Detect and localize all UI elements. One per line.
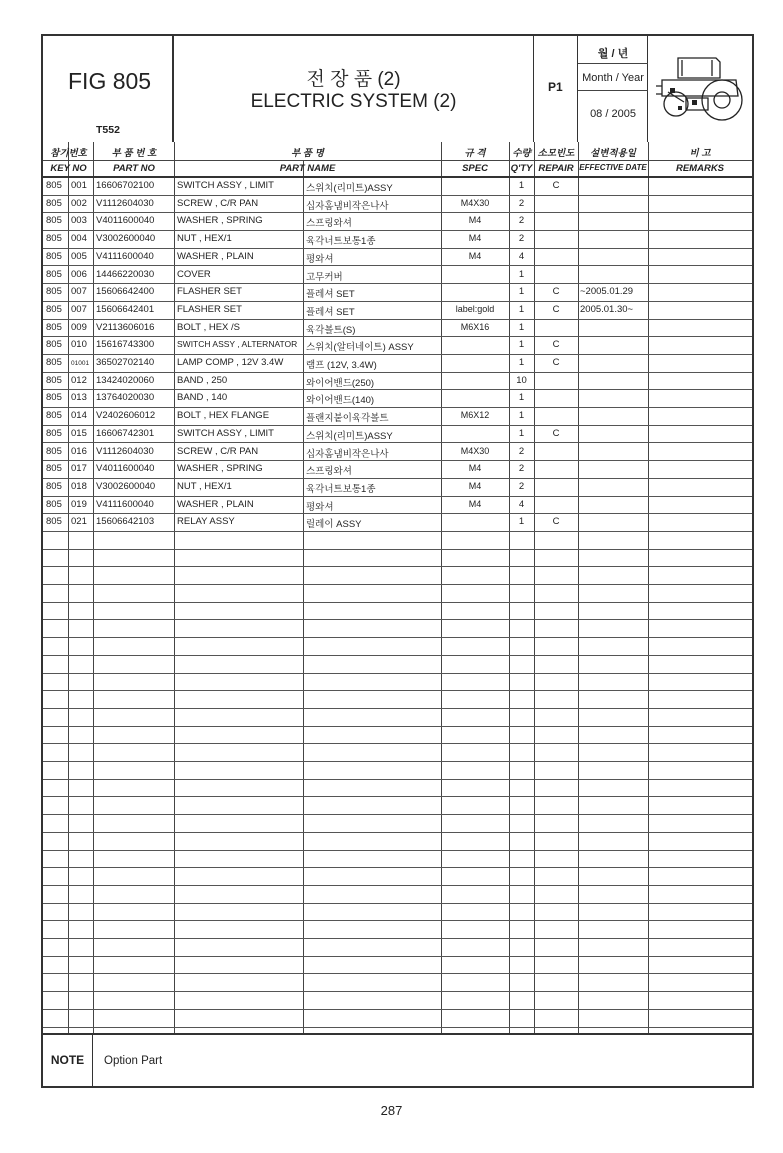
blank-row bbox=[43, 815, 752, 833]
title-english: ELECTRIC SYSTEM (2) bbox=[250, 91, 457, 112]
cell-key: 003 bbox=[71, 215, 87, 227]
table-row bbox=[43, 355, 752, 373]
table-row bbox=[43, 302, 752, 320]
cell-fig: 805 bbox=[46, 392, 62, 404]
table-row bbox=[43, 213, 752, 231]
cell-qty: 1 bbox=[518, 268, 525, 280]
table-row bbox=[43, 178, 752, 196]
cell-part: 13764020030 bbox=[96, 392, 155, 404]
model-code: T552 bbox=[96, 124, 120, 136]
cell-name-en: BOLT , HEX /S bbox=[177, 321, 241, 333]
cell-name-en: LAMP COMP , 12V 3.4W bbox=[177, 357, 284, 368]
blank-row bbox=[43, 992, 752, 1010]
cell-qty: 1 bbox=[518, 427, 525, 439]
cell-name-kr: 릴레이 ASSY bbox=[306, 519, 362, 531]
cell-name-en: NUT , HEX/1 bbox=[177, 233, 232, 245]
table-row bbox=[43, 284, 752, 302]
cell-name-kr: 플레셔 SET bbox=[306, 306, 355, 318]
cell-spec: M4 bbox=[468, 498, 482, 509]
date-value: 08 / 2005 bbox=[590, 108, 636, 120]
figure-code-box bbox=[43, 36, 174, 142]
blank-row bbox=[43, 727, 752, 745]
cell-name-en: SCREW , C/R PAN bbox=[177, 445, 259, 457]
cell-fig: 805 bbox=[46, 180, 62, 191]
cell-name-en: FLASHER SET bbox=[177, 303, 242, 315]
cell-fig: 805 bbox=[46, 303, 62, 315]
cell-part: V2402606012 bbox=[96, 410, 156, 422]
table-row bbox=[43, 231, 752, 249]
cell-part: 15616743300 bbox=[96, 339, 155, 351]
cell-name-kr: 스위치(리미트)ASSY bbox=[306, 430, 393, 442]
cell-spec: M6X16 bbox=[460, 321, 490, 332]
header-name-en: PART NAME bbox=[279, 163, 336, 174]
blank-row bbox=[43, 691, 752, 709]
cell-qty: 1 bbox=[518, 410, 525, 422]
cell-fig: 805 bbox=[46, 339, 62, 351]
blank-row bbox=[43, 638, 752, 656]
cell-qty: 2 bbox=[518, 445, 525, 457]
cell-qty: 1 bbox=[518, 286, 525, 298]
cell-name-kr: 평와셔 bbox=[306, 501, 334, 513]
note-box bbox=[43, 1033, 752, 1086]
cell-fig: 805 bbox=[46, 321, 62, 333]
table-row bbox=[43, 196, 752, 214]
cell-qty: 2 bbox=[518, 215, 525, 227]
cell-spec: M4 bbox=[468, 480, 482, 491]
header-eff-en: EFFECTIVE DATE bbox=[579, 163, 647, 172]
table-row bbox=[43, 408, 752, 426]
date-label-english: Month / Year bbox=[582, 72, 644, 84]
blank-row bbox=[43, 762, 752, 780]
divider bbox=[578, 90, 648, 91]
table-row bbox=[43, 514, 752, 532]
cell-qty: 10 bbox=[516, 374, 527, 386]
cell-name-kr: 스프링와셔 bbox=[306, 466, 352, 478]
cell-key: 01001 bbox=[71, 360, 90, 367]
cell-key: 014 bbox=[71, 410, 87, 422]
cell-name-kr: 평와셔 bbox=[306, 253, 334, 265]
blank-row bbox=[43, 957, 752, 975]
cell-name-en: WASHER , SPRING bbox=[177, 215, 263, 227]
cell-fig: 805 bbox=[46, 463, 62, 475]
cell-name-en: BAND , 250 bbox=[177, 374, 228, 386]
blank-row bbox=[43, 939, 752, 957]
cell-key: 006 bbox=[71, 268, 87, 280]
note-text: Option Part bbox=[104, 1055, 163, 1067]
cell-key: 015 bbox=[71, 427, 87, 439]
cell-name-en: WASHER , PLAIN bbox=[177, 498, 254, 510]
blank-row bbox=[43, 780, 752, 798]
blank-row bbox=[43, 886, 752, 904]
page-code: P1 bbox=[548, 80, 563, 94]
cell-repair: C bbox=[552, 286, 560, 298]
header-part-kr: 부 품 번 호 bbox=[111, 148, 157, 159]
cell-repair: C bbox=[552, 427, 560, 439]
cell-eff: ~2005.01.29 bbox=[580, 286, 634, 298]
header-part-en: PART NO bbox=[113, 163, 155, 174]
table-row bbox=[43, 461, 752, 479]
cell-name-kr: 플레셔 SET bbox=[306, 289, 355, 301]
header-key-en: KEY NO bbox=[50, 163, 87, 174]
cell-fig: 805 bbox=[46, 427, 62, 439]
cell-name-en: SWITCH ASSY , LIMIT bbox=[177, 427, 274, 439]
header-repair-kr: 소모빈도 bbox=[537, 148, 575, 159]
table-row bbox=[43, 444, 752, 462]
cell-key: 016 bbox=[71, 445, 87, 457]
cell-name-kr: 육각볼트(S) bbox=[306, 324, 356, 336]
cell-fig: 805 bbox=[46, 410, 62, 422]
date-box bbox=[578, 36, 648, 142]
cell-qty: 1 bbox=[518, 357, 525, 368]
cell-repair: C bbox=[552, 303, 560, 315]
blank-row bbox=[43, 904, 752, 922]
cell-name-kr: 와이어밴드(140) bbox=[306, 395, 375, 407]
blank-row bbox=[43, 921, 752, 939]
blank-row bbox=[43, 851, 752, 869]
cell-key: 010 bbox=[71, 339, 87, 351]
cell-fig: 805 bbox=[46, 250, 62, 262]
cell-part: V4011600040 bbox=[96, 463, 155, 475]
cell-part: 13424020060 bbox=[96, 374, 155, 386]
table-row bbox=[43, 390, 752, 408]
cell-repair: C bbox=[552, 516, 560, 528]
cell-fig: 805 bbox=[46, 215, 62, 227]
cell-name-kr: 스위치(알터네이트) ASSY bbox=[306, 342, 414, 354]
cell-part: 15606642401 bbox=[96, 303, 155, 315]
cell-name-kr: 스프링와셔 bbox=[306, 218, 352, 230]
cell-part: V3002600040 bbox=[96, 480, 156, 492]
cell-name-kr: 십자홈냄비작은나사 bbox=[306, 200, 389, 212]
cell-key: 017 bbox=[71, 463, 87, 475]
cell-name-en: RELAY ASSY bbox=[177, 516, 235, 528]
cell-name-en: WASHER , PLAIN bbox=[177, 250, 254, 262]
cell-key: 007 bbox=[71, 286, 87, 298]
cell-repair: C bbox=[552, 339, 560, 351]
cell-key: 007 bbox=[71, 303, 87, 315]
cell-eff: 2005.01.30~ bbox=[580, 303, 634, 315]
cell-spec: M4 bbox=[468, 233, 482, 244]
blank-row bbox=[43, 833, 752, 851]
cell-part: 36502702140 bbox=[96, 357, 155, 368]
cell-part: 15606642400 bbox=[96, 286, 155, 298]
cell-name-kr: 십자홈냄비작은나사 bbox=[306, 448, 389, 460]
cell-qty: 4 bbox=[518, 250, 525, 262]
cell-name-kr: 플랜지붙이육각볼트 bbox=[306, 413, 389, 425]
cell-fig: 805 bbox=[46, 480, 62, 492]
cell-part: V4111600040 bbox=[96, 498, 154, 510]
parts-sheet bbox=[41, 34, 754, 1088]
cell-name-en: BAND , 140 bbox=[177, 392, 228, 404]
cell-spec: M6X12 bbox=[460, 410, 490, 421]
header-name-kr: 부 품 명 bbox=[291, 148, 324, 159]
table-row bbox=[43, 320, 752, 338]
cell-spec: M4 bbox=[468, 250, 482, 261]
blank-row bbox=[43, 567, 752, 585]
divider bbox=[578, 63, 648, 64]
cell-qty: 1 bbox=[518, 303, 525, 315]
cell-name-en: SCREW , C/R PAN bbox=[177, 197, 259, 209]
cell-key: 004 bbox=[71, 233, 87, 245]
cell-repair: C bbox=[552, 357, 560, 368]
blank-row bbox=[43, 798, 752, 816]
cell-key: 002 bbox=[71, 197, 87, 209]
header-eff-kr: 설변적용일 bbox=[590, 148, 636, 159]
cell-spec: M4 bbox=[468, 463, 482, 474]
cell-part: 16606742301 bbox=[96, 427, 155, 439]
table-row bbox=[43, 337, 752, 355]
cell-name-en: BOLT , HEX FLANGE bbox=[177, 410, 270, 422]
parts-table-body bbox=[43, 178, 752, 1033]
header-remarks-kr: 비 고 bbox=[689, 148, 711, 159]
cell-fig: 805 bbox=[46, 357, 62, 368]
cell-key: 019 bbox=[71, 498, 87, 510]
cell-name-en: COVER bbox=[177, 268, 211, 280]
blank-row bbox=[43, 550, 752, 568]
blank-row bbox=[43, 975, 752, 993]
blank-row bbox=[43, 868, 752, 886]
header-qty-kr: 수량 bbox=[512, 148, 531, 159]
header-qty-en: Q'TY bbox=[510, 163, 533, 174]
blank-row bbox=[43, 674, 752, 692]
cell-spec: M4 bbox=[468, 215, 482, 226]
table-row bbox=[43, 249, 752, 267]
cell-name-en: SWITCH ASSY , ALTERNATOR bbox=[177, 339, 298, 350]
header-key-kr: 참기번호 bbox=[50, 148, 87, 159]
cell-key: 001 bbox=[71, 180, 87, 191]
cell-part: V4011600040 bbox=[96, 215, 155, 227]
cell-spec: M4X30 bbox=[460, 197, 490, 208]
cell-qty: 2 bbox=[518, 233, 525, 245]
cell-name-kr: 육각너트보통1종 bbox=[306, 483, 376, 495]
cell-name-kr: 고무커버 bbox=[306, 271, 343, 283]
cell-fig: 805 bbox=[46, 233, 62, 245]
cell-key: 005 bbox=[71, 250, 87, 262]
cell-qty: 4 bbox=[518, 498, 525, 510]
cell-fig: 805 bbox=[46, 268, 62, 280]
cell-qty: 1 bbox=[518, 392, 525, 404]
table-row bbox=[43, 373, 752, 391]
cell-key: 018 bbox=[71, 480, 87, 492]
cell-key: 021 bbox=[71, 516, 87, 528]
cell-spec: label:gold bbox=[455, 303, 495, 314]
cell-name-en: SWITCH ASSY , LIMIT bbox=[177, 180, 274, 191]
cell-part: 14466220030 bbox=[96, 268, 155, 280]
header-repair-en: REPAIR bbox=[538, 163, 574, 174]
cell-qty: 2 bbox=[518, 197, 525, 209]
cell-qty: 1 bbox=[518, 339, 525, 351]
column-headers bbox=[43, 142, 752, 178]
title-box bbox=[174, 36, 534, 142]
cell-qty: 1 bbox=[518, 321, 525, 333]
cell-key: 009 bbox=[71, 321, 87, 333]
blank-row bbox=[43, 744, 752, 762]
cell-name-en: NUT , HEX/1 bbox=[177, 480, 232, 492]
cell-fig: 805 bbox=[46, 286, 62, 298]
blank-row bbox=[43, 621, 752, 639]
cell-spec: M4X30 bbox=[460, 445, 490, 456]
title-korean: 전 장 품 (2) bbox=[306, 69, 401, 90]
cell-part: 15606642103 bbox=[96, 516, 155, 528]
cell-qty: 2 bbox=[518, 463, 525, 475]
table-row bbox=[43, 426, 752, 444]
cell-name-kr: 와이어밴드(250) bbox=[306, 377, 375, 389]
blank-row bbox=[43, 656, 752, 674]
cell-fig: 805 bbox=[46, 197, 62, 209]
cell-repair: C bbox=[552, 180, 560, 191]
header-remarks-en: REMARKS bbox=[675, 163, 725, 174]
page-number: 287 bbox=[380, 1103, 403, 1118]
cell-part: V2113606016 bbox=[96, 321, 155, 333]
cell-name-kr: 육각너트보통1종 bbox=[306, 236, 376, 248]
cell-fig: 805 bbox=[46, 374, 62, 386]
blank-row bbox=[43, 585, 752, 603]
blank-row bbox=[43, 532, 752, 550]
cell-qty: 2 bbox=[518, 480, 525, 492]
cell-key: 012 bbox=[71, 374, 87, 386]
figure-code: FIG 805 bbox=[68, 68, 152, 94]
cell-part: V3002600040 bbox=[96, 233, 156, 245]
cell-name-kr: 램프 (12V, 3.4W) bbox=[306, 360, 377, 371]
cell-qty: 1 bbox=[518, 516, 525, 528]
table-row bbox=[43, 497, 752, 515]
note-label: NOTE bbox=[43, 1035, 93, 1086]
cell-name-kr: 스위치(리미트)ASSY bbox=[306, 183, 393, 194]
cell-name-en: WASHER , SPRING bbox=[177, 463, 263, 475]
cell-part: 16606702100 bbox=[96, 180, 155, 191]
tractor-diagram-icon bbox=[648, 36, 752, 142]
page-box bbox=[534, 36, 578, 142]
cell-part: V1112604030 bbox=[96, 445, 154, 457]
cell-key: 013 bbox=[71, 392, 87, 404]
table-row bbox=[43, 479, 752, 497]
divider bbox=[43, 160, 752, 161]
cell-part: V4111600040 bbox=[96, 250, 154, 262]
blank-row bbox=[43, 709, 752, 727]
table-row bbox=[43, 267, 752, 285]
cell-fig: 805 bbox=[46, 445, 62, 457]
cell-qty: 1 bbox=[518, 180, 525, 191]
header-spec-en: SPEC bbox=[462, 163, 488, 174]
cell-fig: 805 bbox=[46, 516, 62, 528]
cell-name-en: FLASHER SET bbox=[177, 286, 242, 298]
date-label-korean: 월 / 년 bbox=[597, 48, 629, 60]
cell-fig: 805 bbox=[46, 498, 62, 510]
blank-row bbox=[43, 1010, 752, 1028]
cell-part: V1112604030 bbox=[96, 197, 154, 209]
header-spec-kr: 규 격 bbox=[464, 148, 486, 159]
blank-row bbox=[43, 603, 752, 621]
